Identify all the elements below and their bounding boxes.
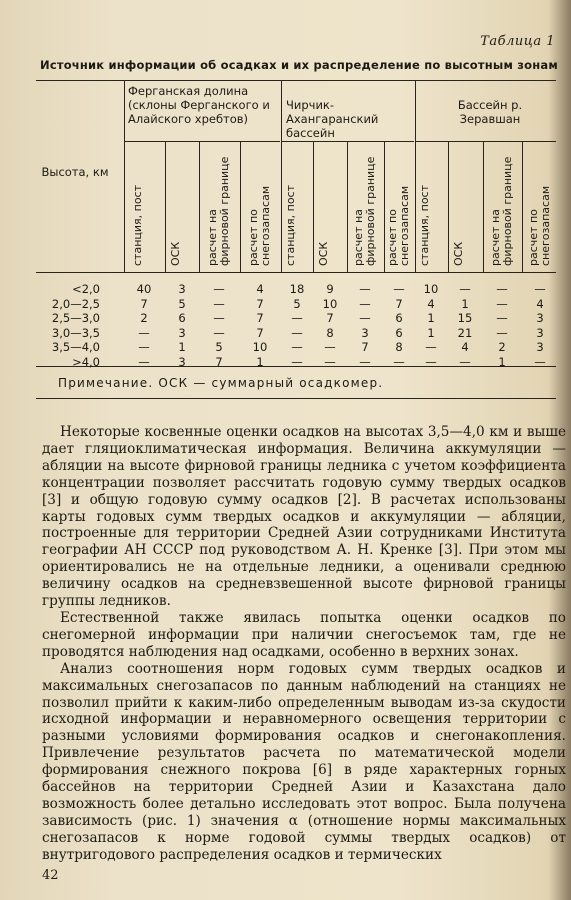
column-header: станция, пост bbox=[284, 184, 297, 266]
table-cell: — bbox=[324, 340, 336, 355]
height-header: Высота, км bbox=[41, 165, 109, 179]
table-cell: — bbox=[425, 355, 437, 369]
table-cell: 3 bbox=[361, 325, 369, 340]
body-text bbox=[42, 424, 566, 864]
table-top-rule bbox=[36, 80, 556, 81]
table-cell: 4 bbox=[536, 296, 544, 311]
col-divider bbox=[483, 141, 484, 272]
table-label: Таблица 1 bbox=[480, 34, 555, 49]
table-cell: 1 bbox=[256, 355, 264, 369]
table-cell: — bbox=[534, 282, 546, 296]
col-divider bbox=[240, 141, 241, 272]
table-cell: 6 bbox=[395, 325, 403, 340]
column-header: ОСК bbox=[452, 241, 465, 266]
table-cell: — bbox=[138, 340, 150, 355]
table-cell: 4 bbox=[256, 282, 264, 296]
column-header: расчет по снегозапасам bbox=[527, 185, 552, 266]
table-cell: 8 bbox=[326, 325, 334, 340]
table-cell: 7 bbox=[326, 311, 334, 326]
table-cell: 7 bbox=[256, 296, 264, 311]
table-cell: — bbox=[459, 355, 471, 369]
table-cell: — bbox=[291, 311, 303, 326]
col-divider bbox=[384, 141, 385, 272]
table-cell: 2 bbox=[498, 340, 506, 355]
table-caption: Источник информации об осадках и их распределение по высотным зонам bbox=[40, 58, 558, 72]
table-cell: 7 bbox=[256, 325, 264, 340]
group-rule bbox=[124, 141, 280, 142]
table-cell: 7 bbox=[395, 296, 403, 311]
table-header-rule bbox=[36, 272, 556, 273]
table-cell: — bbox=[496, 325, 508, 340]
table-cell: — bbox=[534, 355, 546, 369]
table-cell: — bbox=[213, 296, 225, 311]
col-divider bbox=[522, 141, 523, 272]
table-cell: 10 bbox=[252, 340, 268, 355]
column-header: станция, пост bbox=[131, 184, 144, 266]
row-height-label: 2,0—2,5 bbox=[51, 296, 100, 311]
table-cell: 40 bbox=[136, 282, 152, 296]
column-header: расчет на фирновой границе bbox=[206, 156, 231, 266]
group-rule bbox=[415, 141, 556, 142]
col-divider bbox=[347, 141, 348, 272]
group-title-zeravshan: Бассейн р. Зеравшан bbox=[457, 98, 523, 126]
table-cell: — bbox=[496, 296, 508, 311]
table-cell: 5 bbox=[293, 296, 301, 311]
table-cell: — bbox=[291, 340, 303, 355]
table-cell: 10 bbox=[322, 296, 338, 311]
col-divider bbox=[281, 80, 282, 272]
group-title-fergana: Ферганская долина (склоны Ферганского и Алайского хребтов) bbox=[128, 84, 270, 126]
table-cell: 1 bbox=[178, 340, 186, 355]
table-cell: — bbox=[291, 355, 303, 369]
table-cell: 21 bbox=[457, 325, 473, 340]
table-cell: — bbox=[359, 296, 371, 311]
page-number: 42 bbox=[42, 868, 59, 883]
table-cell: 6 bbox=[178, 311, 186, 326]
table-cell: — bbox=[213, 311, 225, 326]
table-cell: — bbox=[324, 355, 336, 369]
table-cell: — bbox=[393, 355, 405, 369]
table-cell: — bbox=[213, 282, 225, 296]
column-header: расчет по снегозапасам bbox=[247, 185, 272, 266]
table-cell: 7 bbox=[215, 355, 223, 369]
col-divider bbox=[448, 141, 449, 272]
table-cell: 7 bbox=[361, 340, 369, 355]
row-height-label: 2,5—3,0 bbox=[51, 311, 100, 326]
table-cell: — bbox=[138, 355, 150, 369]
table-cell: — bbox=[138, 325, 150, 340]
column-header: ОСК bbox=[317, 241, 330, 266]
table-cell: 10 bbox=[423, 282, 439, 296]
paragraph: Анализ соотношения норм годовых сумм твердых осадков и максимальных снегозапасов по данным наблюдений на станциях не позволил прийти к каким-либо определенным выводам из-за скудости исходной информации и неравномерного освещения территории с разными условиями формирования осадков и снегонакопления. Привлечение результатов расчета по математической модели формирования снежного покрова [6] в ряде характерных горных бассейнов на территории Средней Азии и Казахстана дало возможность более детально исследовать этот вопрос. Была получена зависимость (рис. 1) значения α (отношение нормы максимальных снегозапасов к норме годовой суммы твердых осадков) от внутригодового распределения осадков и термических bbox=[42, 660, 566, 863]
column-header: ОСК bbox=[169, 241, 182, 266]
table-cell: — bbox=[291, 325, 303, 340]
table-cell: 18 bbox=[289, 282, 305, 296]
col-divider bbox=[165, 141, 166, 272]
table-cell: — bbox=[425, 340, 437, 355]
table-cell: 7 bbox=[140, 296, 148, 311]
paragraph: Некоторые косвенные оценки осадков на высотах 3,5—4,0 км и выше дает гляциоклиматическая информация. Величина аккумуляции — абляции на высоте фирновой границы ледника с учетом коэффициента концентрации позволяет рассчитать годовую сумму твердых осадков [3] и общую годовую сумму осадков [2]. В расчетах использованы карты годовых сумм твердых осадков и аккумуляции — абляции, построенные для территории Средней Азии сотрудниками Института географии АН СССР под руководством А. Н. Кренке [3]. При этом мы ориентировались не на отдельные ледники, а оценивали среднюю величину осадков на средневзвешенной высоте фирновой границы группы ледников. bbox=[42, 424, 566, 610]
table-cell: 1 bbox=[498, 355, 506, 369]
column-header: станция, пост bbox=[418, 184, 431, 266]
table-cell: 9 bbox=[326, 282, 334, 296]
table-cell: 3 bbox=[536, 340, 544, 355]
paragraph: Естественной также явилась попытка оценки осадков по снегомерной информации при наличии снегосъемок там, где не проводятся наблюдения над осадками, особенно в верхних зонах. bbox=[42, 609, 566, 660]
table-cell: 3 bbox=[536, 325, 544, 340]
row-height-label: 3,0—3,5 bbox=[51, 325, 100, 340]
table-cell: — bbox=[359, 355, 371, 369]
column-header: расчет по снегозапасам bbox=[386, 185, 411, 266]
table-cell: 6 bbox=[395, 311, 403, 326]
col-divider bbox=[199, 141, 200, 272]
table-cell: 5 bbox=[215, 340, 223, 355]
table-cell: 7 bbox=[256, 311, 264, 326]
table-cell: 15 bbox=[457, 311, 473, 326]
table-cell: 1 bbox=[427, 311, 435, 326]
table-note: Примечание. ОСК — суммарный осадкомер. bbox=[58, 376, 384, 390]
column-header: расчет на фирновой границе bbox=[489, 156, 514, 266]
table-cell: 1 bbox=[427, 325, 435, 340]
table-cell: 1 bbox=[461, 296, 469, 311]
col-divider bbox=[313, 141, 314, 272]
table-cell: — bbox=[359, 311, 371, 326]
table-cell: 3 bbox=[536, 311, 544, 326]
table-cell: 3 bbox=[178, 325, 186, 340]
table-cell: — bbox=[496, 311, 508, 326]
table-cell: 4 bbox=[461, 340, 469, 355]
table-cell: — bbox=[459, 282, 471, 296]
row-height-label: 3,5—4,0 bbox=[51, 340, 100, 355]
table-cell: 4 bbox=[427, 296, 435, 311]
row-height-label: >4,0 bbox=[72, 355, 100, 369]
group-title-chirchik: Чирчик-Ахангаранский бассейн bbox=[286, 98, 379, 140]
table-cell: 2 bbox=[140, 311, 148, 326]
row-height-label: <2,0 bbox=[72, 282, 100, 296]
table-cell: 8 bbox=[395, 340, 403, 355]
table-cell: — bbox=[393, 282, 405, 296]
table-cell: — bbox=[496, 282, 508, 296]
col-divider bbox=[124, 80, 125, 272]
table-cell: — bbox=[359, 282, 371, 296]
table-cell: 5 bbox=[178, 296, 186, 311]
table-cell: 3 bbox=[178, 282, 186, 296]
table-cell: — bbox=[213, 325, 225, 340]
table-cell: 3 bbox=[178, 355, 186, 369]
col-divider bbox=[415, 80, 416, 272]
column-header: расчет на фирновой границе bbox=[352, 156, 377, 266]
body-separator-rule bbox=[36, 398, 556, 399]
